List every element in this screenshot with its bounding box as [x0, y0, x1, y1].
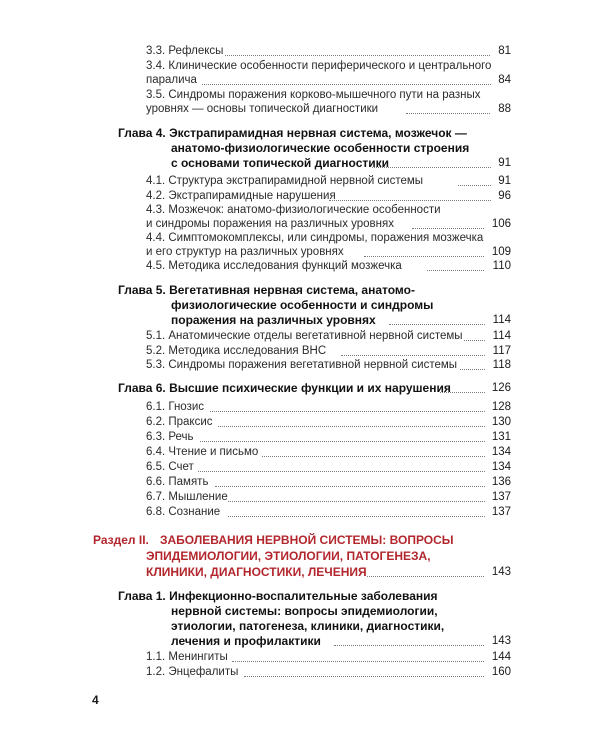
- toc-chapter-4-line1[interactable]: Глава 4. Экстрапирамидная нервная система, мозжечок —: [118, 126, 467, 140]
- leader-dots: [406, 113, 490, 114]
- toc-page-p2-ch1: 143: [491, 635, 511, 647]
- toc-entry-4-2[interactable]: 4.2. Экстрапирамидные нарушения: [146, 190, 336, 202]
- toc-page-part-2: 143: [491, 566, 511, 578]
- toc-page-1-2: 160: [491, 666, 511, 678]
- leader-dots: [202, 84, 491, 85]
- toc-page-3-5: 88: [498, 103, 511, 115]
- toc-entry-6-5[interactable]: 6.5. Счет: [146, 461, 194, 473]
- toc-chapter-6[interactable]: Глава 6. Высшие психические функции и их нарушения: [118, 381, 451, 395]
- toc-entry-6-8[interactable]: 6.8. Сознание: [146, 506, 221, 518]
- leader-dots: [218, 426, 485, 427]
- toc-page-3-4: 84: [498, 74, 511, 86]
- toc-entry-4-5[interactable]: 4.5. Методика исследования функций мозжечка: [146, 260, 402, 272]
- leader-dots: [228, 516, 485, 517]
- toc-page-ch4: 91: [498, 157, 511, 169]
- leader-dots: [412, 228, 484, 229]
- leader-dots: [244, 676, 484, 677]
- toc-page-5-3: 118: [492, 359, 511, 371]
- leader-dots: [367, 576, 484, 577]
- toc-page-6-5: 134: [491, 461, 511, 473]
- toc-chapter-5-line3[interactable]: поражения на различных уровнях: [171, 313, 376, 327]
- leader-dots: [329, 200, 491, 201]
- toc-entry-6-6[interactable]: 6.6. Память: [146, 476, 209, 488]
- leader-dots: [232, 661, 484, 662]
- toc-part-2-label: Раздел II.: [93, 533, 149, 547]
- leader-dots: [262, 456, 485, 457]
- toc-entry-4-3-line2[interactable]: и синдромы поражения на различных уровнях: [146, 218, 394, 230]
- toc-page-4-4: 109: [491, 246, 511, 258]
- toc-entry-3-4-line2[interactable]: паралича: [146, 74, 197, 86]
- toc-entry-4-1[interactable]: 4.1. Структура экстрапирамидной нервной системы: [146, 175, 424, 187]
- toc-p2-chapter-1-line1[interactable]: Глава 1. Инфекционно-воспалительные заболевания: [118, 589, 438, 603]
- toc-page-4-2: 96: [498, 190, 511, 202]
- leader-dots: [198, 471, 485, 472]
- toc-p2-chapter-1-line3[interactable]: этиологии, патогенеза, клиники, диагностики,: [171, 619, 445, 633]
- toc-entry-1-1[interactable]: 1.1. Менингиты: [146, 651, 228, 663]
- toc-page-5-2: 117: [492, 345, 511, 357]
- toc-page-6-6: 136: [491, 476, 511, 488]
- toc-entry-4-4-line1[interactable]: 4.4. Симптомокомплексы, или синдромы, поражения мозжечка: [146, 232, 484, 244]
- toc-chapter-4-line2[interactable]: анатомо-физиологические особенности строения: [171, 141, 470, 155]
- leader-dots: [200, 441, 485, 442]
- toc-entry-4-4-line2[interactable]: и его структур на различных уровнях: [146, 246, 344, 258]
- toc-page-4-1: 91: [498, 175, 511, 187]
- leader-dots: [440, 392, 485, 393]
- toc-part-2-line3[interactable]: КЛИНИКИ, ДИАГНОСТИКИ, ЛЕЧЕНИЯ: [146, 565, 367, 579]
- leader-dots: [215, 486, 485, 487]
- toc-entry-3-3[interactable]: 3.3. Рефлексы: [146, 45, 224, 57]
- toc-entry-6-1[interactable]: 6.1. Гнозис: [146, 401, 205, 413]
- toc-part-2-line2[interactable]: ЭПИДЕМИОЛОГИИ, ЭТИОЛОГИИ, ПАТОГЕНЕЗА,: [146, 549, 431, 563]
- leader-dots: [372, 167, 491, 168]
- toc-page-6-4: 134: [491, 446, 511, 458]
- toc-page-6-8: 137: [491, 506, 511, 518]
- leader-dots: [464, 340, 485, 341]
- toc-page-6-3: 131: [491, 431, 511, 443]
- toc-page-5-1: 114: [492, 330, 511, 342]
- toc-entry-5-2[interactable]: 5.2. Методика исследования ВНС: [146, 345, 327, 357]
- leader-dots: [334, 645, 484, 646]
- toc-p2-chapter-1-line2[interactable]: нервной системы: вопросы эпидемиологии,: [171, 604, 438, 618]
- toc-page-6-1: 128: [491, 401, 511, 413]
- leader-dots: [228, 501, 485, 502]
- toc-entry-6-2[interactable]: 6.2. Праксис: [146, 416, 213, 428]
- toc-chapter-5-line1[interactable]: Глава 5. Вегетативная нервная система, анатомо-: [118, 283, 415, 297]
- toc-page-ch5: 114: [492, 314, 511, 326]
- page-number: 4: [92, 693, 99, 707]
- toc-part-2-line1[interactable]: ЗАБОЛЕВАНИЯ НЕРВНОЙ СИСТЕМЫ: ВОПРОСЫ: [160, 533, 454, 547]
- leader-dots: [341, 355, 485, 356]
- toc-page-6-2: 130: [491, 416, 511, 428]
- leader-dots: [427, 270, 484, 271]
- toc-entry-6-7[interactable]: 6.7. Мышление: [146, 491, 228, 503]
- leader-dots: [364, 256, 484, 257]
- toc-page-1-1: 144: [491, 651, 511, 663]
- toc-page-6-7: 137: [491, 491, 511, 503]
- toc-chapter-4-line3[interactable]: с основами топической диагностики: [171, 156, 390, 170]
- toc-page-4-3: 106: [491, 218, 511, 230]
- leader-dots: [460, 369, 485, 370]
- toc-page-ch6: 126: [491, 382, 511, 394]
- toc-entry-4-3-line1[interactable]: 4.3. Мозжечок: анатомо-физиологические особенности: [146, 204, 441, 216]
- toc-entry-3-5-line1[interactable]: 3.5. Синдромы поражения корково-мышечного пути на разных: [146, 89, 481, 101]
- toc-p2-chapter-1-line4[interactable]: лечения и профилактики: [171, 634, 321, 648]
- toc-entry-5-1[interactable]: 5.1. Анатомические отделы вегетативной нервной системы: [146, 330, 463, 342]
- toc-entry-3-4-line1[interactable]: 3.4. Клинические особенности периферического и центрального: [146, 60, 492, 72]
- leader-dots: [210, 411, 485, 412]
- leader-dots: [389, 324, 485, 325]
- toc-page-3-3: 81: [498, 45, 511, 57]
- toc-entry-1-2[interactable]: 1.2. Энцефалиты: [146, 666, 239, 678]
- toc-chapter-5-line2[interactable]: физиологические особенности и синдромы: [171, 298, 434, 312]
- leader-dots: [458, 185, 491, 186]
- toc-entry-6-3[interactable]: 6.3. Речь: [146, 431, 194, 443]
- leader-dots: [225, 55, 490, 56]
- toc-page-4-5: 110: [492, 260, 511, 272]
- toc-entry-6-4[interactable]: 6.4. Чтение и письмо: [146, 446, 259, 458]
- toc-entry-3-5-line2[interactable]: уровнях — основы топической диагностики: [146, 103, 379, 115]
- toc-entry-5-3[interactable]: 5.3. Синдромы поражения вегетативной нервной системы: [146, 359, 458, 371]
